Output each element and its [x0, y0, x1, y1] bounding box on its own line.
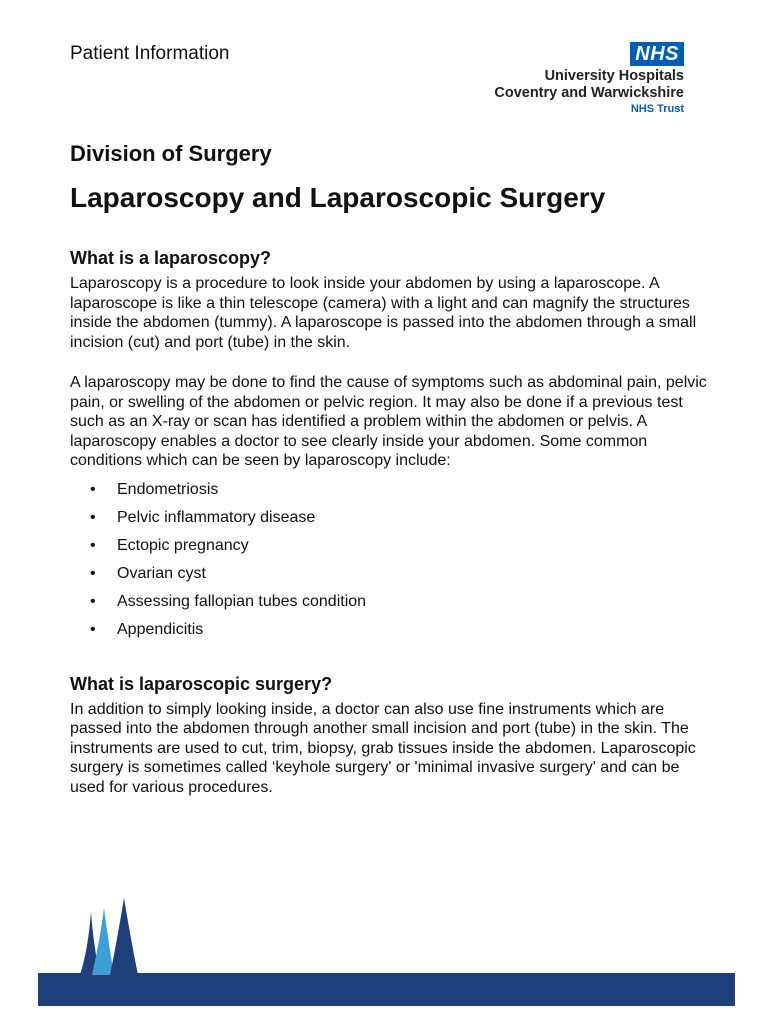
document-body — [70, 247, 710, 818]
bullet-icon: • — [90, 480, 96, 498]
bullet-icon: • — [90, 564, 96, 582]
list-item — [70, 504, 710, 532]
list-item-label: Ovarian cyst — [117, 564, 206, 582]
list-item-label: Appendicitis — [117, 620, 204, 638]
list-item-label: Assessing fallopian tubes condition — [117, 592, 367, 610]
conditions-list — [70, 476, 710, 644]
paragraph-laparoscopy-reasons: A laparoscopy may be done to find the cause of symptoms such as abdominal pain, pelvic pain, or swelling of the abdomen or pelvic region. It may also be done if a previous test such as an X-ray or scan has identified a problem within the abdomen or pelvis. A laparoscopy enables a doctor to see clearly inside your abdomen. Some common conditions which can be seen by laparoscopy include: — [70, 374, 707, 469]
footer-band — [38, 973, 735, 1006]
paragraph-laparoscopy-definition: Laparoscopy is a procedure to look inside your abdomen by using a laparoscope. A laparoscope is like a thin telescope (camera) with a light and can magnify the structures inside the abdomen (tummy). A laparoscope is passed into the abdomen through a small incision (cut) and port (tube) in the skin. — [70, 275, 697, 351]
section-heading-what-is-laparoscopic-surgery: What is laparoscopic surgery? — [70, 673, 333, 694]
list-item-label: Pelvic inflammatory disease — [117, 508, 316, 526]
nhs-logo-badge: NHS — [630, 42, 684, 66]
trust-name-line-3: NHS Trust — [630, 103, 684, 115]
list-item — [70, 616, 710, 644]
page-title: Laparoscopy and Laparoscopic Surgery — [70, 182, 606, 213]
list-item-label: Ectopic pregnancy — [117, 536, 249, 554]
bullet-icon: • — [90, 508, 96, 526]
bullet-icon: • — [90, 620, 96, 638]
list-item-label: Endometriosis — [117, 480, 219, 498]
bullet-icon: • — [90, 536, 96, 554]
nhs-trust-logo — [464, 42, 684, 116]
list-item — [70, 476, 710, 504]
division-heading: Division of Surgery — [70, 141, 272, 166]
trust-name-line-2: Coventry and Warwickshire — [494, 85, 684, 101]
list-item — [70, 588, 710, 616]
spires-footer-graphic — [0, 890, 768, 1024]
spire-right — [110, 898, 138, 975]
paragraph-laparoscopic-surgery: In addition to simply looking inside, a doctor can also use fine instruments which are passed into the abdomen through another small incision and port (tube) in the skin. The instruments are used to cut, trim, biopsy, grab tissues inside the abdomen. Laparoscopic surgery is sometimes called ‘keyhole surgery' or 'minimal invasive surgery' and can be used for various procedures. — [70, 700, 696, 796]
bullet-icon: • — [90, 592, 96, 610]
section-heading-what-is-laparoscopy: What is a laparoscopy? — [70, 248, 272, 268]
list-item — [70, 560, 710, 588]
spire-middle — [92, 908, 114, 975]
list-item — [70, 532, 710, 560]
trust-name-line-1: University Hospitals — [544, 68, 684, 84]
patient-information-label: Patient Information — [70, 43, 230, 64]
